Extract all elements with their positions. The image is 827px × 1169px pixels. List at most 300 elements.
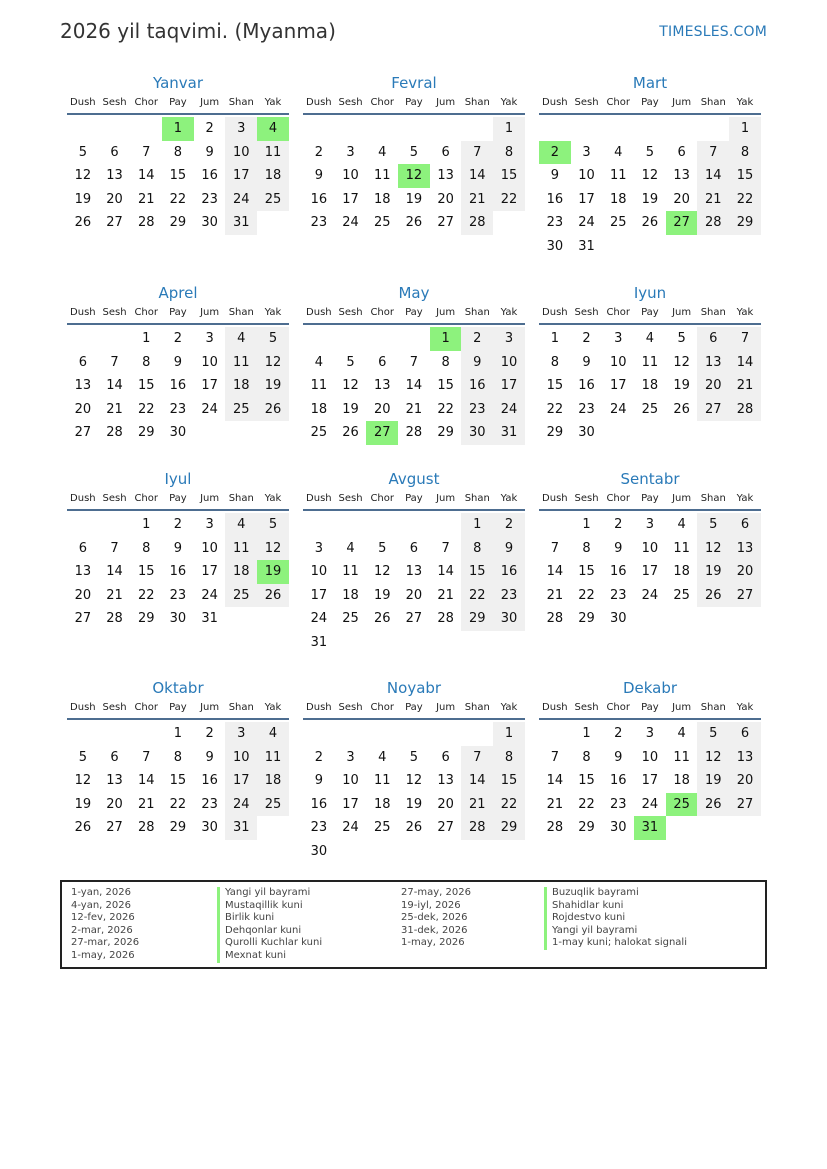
day-cell: 4 [346,540,355,556]
day-cell: 26 [641,215,659,231]
weekday-label: Chor [370,307,394,318]
day-cell: 4 [225,513,257,537]
day-cell: 31 [225,211,257,235]
day-cell: 20 [74,587,92,603]
day-cell: 19 [673,378,690,394]
month-title: Noyabr [386,679,442,697]
day-cell: 23 [546,215,564,231]
day-cell: 23 [578,401,595,417]
day-cell: 27 [437,820,454,836]
day-cell: 28 [546,820,564,836]
empty-cell [303,327,335,351]
day-cell: 28 [546,611,564,627]
day-cell: 22 [461,584,493,608]
day-cell: 8 [582,749,591,765]
day-cell: 15 [546,378,564,394]
day-cell: 14 [697,164,729,188]
day-cell: 26 [697,793,729,817]
empty-cell [430,513,462,537]
weekday-header [303,699,525,720]
day-cell: 6 [409,540,419,556]
day-cell: 23 [201,796,218,812]
month-yanvar [67,72,289,235]
day-grid [67,513,289,631]
day-cell: 25 [257,793,289,817]
day-cell: 27 [405,611,423,627]
day-cell: 16 [310,191,328,207]
day-grid [303,513,525,655]
day-cell: 17 [225,769,257,793]
day-cell: 6 [729,513,761,537]
weekday-label: Shan [464,97,490,108]
weekday-label: Dush [70,307,96,318]
day-cell: 2 [205,121,214,136]
weekday-header [539,699,761,720]
weekday-header [539,94,761,115]
empty-cell [461,722,493,746]
day-cell: 5 [78,749,87,765]
day-cell: 6 [729,722,761,746]
day-cell: 10 [342,773,359,789]
day-cell: 23 [169,401,187,417]
day-cell: 29 [493,816,525,840]
day-cell: 12 [697,537,729,561]
weekday-label: Pay [405,307,423,318]
legend-date: 4-yan, 2026 [71,899,131,911]
day-cell: 7 [142,144,151,160]
day-cell: 18 [257,164,289,188]
day-cell: 17 [201,378,218,394]
day-cell: 21 [405,401,423,417]
day-cell: 8 [173,749,183,765]
day-cell: 5 [257,327,289,351]
day-cell: 18 [373,191,391,207]
day-cell: 16 [201,773,218,789]
day-cell: 26 [257,398,289,422]
day-cell: 22 [578,796,595,812]
weekday-label: Yak [736,307,754,318]
empty-cell [303,513,335,537]
weekday-header [67,699,289,720]
day-cell: 29 [137,425,155,441]
weekday-label: Sesh [574,97,599,108]
day-cell: 11 [373,168,391,184]
month-iyun [539,282,761,445]
month-iyul [67,468,289,631]
day-cell: 29 [169,215,187,231]
day-cell: 17 [609,378,627,394]
weekday-label: Yak [264,702,282,713]
day-cell: 21 [546,587,564,603]
day-cell: 26 [405,820,423,836]
day-cell: 4 [225,327,257,351]
day-cell: 11 [225,351,257,375]
day-grid [539,327,761,445]
weekday-label: Chor [606,493,630,504]
weekday-label: Sesh [574,493,599,504]
day-cell: 10 [342,168,359,184]
weekday-label: Jum [672,493,692,504]
weekday-label: Yak [264,493,282,504]
day-cell: 2 [461,327,493,351]
day-cell: 4 [257,722,289,746]
day-cell: 21 [137,191,155,207]
weekday-label: Yak [736,493,754,504]
weekday-label: Dush [306,307,332,318]
weekday-label: Pay [641,493,659,504]
weekday-label: Sesh [102,702,127,713]
month-aprel [67,282,289,445]
day-cell: 25 [609,215,627,231]
day-cell: 3 [346,144,355,160]
day-cell: 10 [641,540,659,556]
day-cell: 12 [697,746,729,770]
day-cell: 20 [729,769,761,793]
weekday-label: Yak [736,97,754,108]
day-cell: 19 [342,401,359,417]
day-cell: 2 [493,513,525,537]
day-cell: 27 [106,820,123,836]
day-cell: 6 [110,749,119,765]
weekday-label: Pay [405,702,423,713]
page-title: 2026 yil taqvimi. (Myanma) [60,19,336,43]
day-cell: 28 [137,215,155,231]
legend-holiday-name: Yangi yil bayrami [217,887,322,900]
day-cell: 28 [405,425,423,441]
weekday-label: Chor [370,493,394,504]
day-cell: 13 [74,378,92,394]
empty-cell [398,722,430,746]
day-cell: 10 [225,141,257,165]
day-cell: 1 [582,726,591,741]
day-cell: 15 [493,164,525,188]
day-cell: 20 [437,796,454,812]
day-cell: 6 [110,144,119,160]
weekday-label: Yak [264,97,282,108]
weekday-label: Chor [134,493,158,504]
day-cell: 8 [142,540,151,556]
day-cell: 12 [641,168,659,184]
day-cell: 15 [729,164,761,188]
weekday-label: Sesh [102,97,127,108]
day-cell: 13 [697,351,729,375]
day-cell: 24 [342,215,359,231]
day-cell: 3 [205,331,214,346]
day-cell: 25 [225,398,257,422]
day-cell: 9 [493,537,525,561]
day-cell: 7 [409,354,419,370]
day-cell: 27 [74,425,92,441]
day-cell: 11 [310,378,328,394]
empty-cell [366,513,398,537]
legend-date: 27-mar, 2026 [71,937,140,949]
day-cell: 23 [310,215,328,231]
day-cell: 30 [310,843,328,859]
day-cell: 10 [201,354,218,370]
day-cell: 28 [461,816,493,840]
day-cell: 25 [373,215,391,231]
legend-holiday-name: Buzuqlik bayrami [544,887,687,900]
holiday-legend [60,880,767,969]
empty-cell [99,722,131,746]
day-cell: 26 [74,820,92,836]
empty-cell [366,117,398,141]
holiday-day-cell: 1 [162,117,194,141]
day-cell: 27 [106,215,123,231]
day-cell: 20 [673,191,690,207]
day-cell: 26 [257,584,289,608]
day-cell: 13 [437,773,454,789]
day-cell: 14 [546,564,564,580]
weekday-label: Jum [672,97,692,108]
day-cell: 21 [729,374,761,398]
weekday-label: Shan [228,702,254,713]
empty-cell [335,327,367,351]
day-cell: 10 [310,564,328,580]
day-cell: 31 [310,634,328,650]
legend-holiday-name: Rojdestvo kuni [544,912,687,925]
day-cell: 12 [74,168,92,184]
weekday-label: Dush [542,493,568,504]
day-cell: 21 [546,796,564,812]
weekday-label: Jum [436,97,456,108]
day-cell: 21 [461,793,493,817]
empty-cell [461,117,493,141]
month-noyabr [303,677,525,864]
weekday-label: Shan [464,702,490,713]
day-cell: 14 [729,351,761,375]
day-cell: 7 [110,354,119,370]
empty-cell [335,117,367,141]
day-cell: 10 [493,351,525,375]
day-cell: 16 [609,773,627,789]
legend-date: 27-may, 2026 [401,887,471,898]
empty-cell [666,117,698,141]
empty-cell [602,117,634,141]
day-cell: 23 [461,398,493,422]
day-cell: 21 [137,796,155,812]
legend-names-right [544,887,687,950]
weekday-header [67,490,289,511]
day-cell: 5 [257,513,289,537]
legend-date: 31-dek, 2026 [401,924,468,936]
empty-cell [430,722,462,746]
day-cell: 17 [225,164,257,188]
weekday-label: Shan [700,97,726,108]
day-cell: 10 [225,746,257,770]
day-cell: 17 [641,564,659,580]
legend-holiday-name: Mexnat kuni [217,950,322,963]
day-cell: 28 [106,425,123,441]
day-grid [303,117,525,235]
day-cell: 2 [614,726,623,741]
weekday-label: Pay [405,97,423,108]
day-cell: 4 [314,354,323,370]
empty-cell [335,722,367,746]
day-cell: 18 [310,401,328,417]
empty-cell [571,117,603,141]
day-cell: 22 [169,191,187,207]
empty-cell [99,117,131,141]
day-cell: 21 [461,188,493,212]
month-title: Avgust [388,470,440,488]
month-title: Aprel [158,284,198,302]
day-cell: 11 [225,537,257,561]
day-cell: 28 [437,611,454,627]
day-cell: 22 [169,796,187,812]
day-cell: 20 [437,191,454,207]
day-cell: 26 [673,401,690,417]
weekday-label: Chor [606,97,630,108]
day-cell: 16 [201,168,218,184]
day-cell: 28 [137,820,155,836]
holiday-day-cell: 2 [539,141,571,165]
day-cell: 4 [614,144,623,160]
day-cell: 28 [697,211,729,235]
day-cell: 9 [173,540,183,556]
weekday-label: Jum [436,307,456,318]
day-cell: 24 [201,401,218,417]
day-cell: 7 [461,141,493,165]
day-cell: 25 [342,611,359,627]
day-cell: 25 [225,584,257,608]
day-cell: 20 [729,560,761,584]
day-cell: 31 [225,816,257,840]
day-cell: 24 [493,398,525,422]
day-cell: 3 [645,726,655,741]
day-cell: 9 [314,168,323,184]
weekday-header [303,304,525,325]
month-dekabr [539,677,761,840]
day-cell: 2 [173,517,183,532]
weekday-label: Jum [200,702,220,713]
day-cell: 20 [106,796,123,812]
day-cell: 3 [314,540,323,556]
legend-date: 1-may, 2026 [71,949,135,961]
day-cell: 1 [461,513,493,537]
legend-date: 19-iyl, 2026 [401,899,461,911]
day-cell: 13 [373,378,391,394]
day-cell: 9 [614,749,623,765]
weekday-header [67,94,289,115]
day-cell: 5 [346,354,355,370]
day-cell: 17 [310,587,328,603]
day-cell: 19 [405,796,423,812]
month-title: May [398,284,430,302]
day-cell: 20 [405,587,423,603]
day-grid [303,327,525,445]
day-cell: 24 [641,796,659,812]
day-cell: 14 [106,564,123,580]
weekday-label: Pay [641,97,659,108]
day-cell: 23 [310,820,328,836]
day-cell: 3 [346,749,355,765]
empty-cell [99,513,131,537]
weekday-label: Shan [700,702,726,713]
day-cell: 19 [405,191,423,207]
day-cell: 4 [378,144,387,160]
day-cell: 7 [110,540,119,556]
day-cell: 6 [441,749,450,765]
weekday-label: Yak [736,702,754,713]
empty-cell [130,722,162,746]
empty-cell [398,117,430,141]
weekday-label: Dush [70,702,96,713]
day-cell: 4 [677,726,686,741]
day-cell: 22 [137,587,155,603]
day-cell: 15 [578,564,595,580]
weekday-label: Jum [200,307,220,318]
weekday-header [539,490,761,511]
day-cell: 3 [582,144,591,160]
weekday-label: Chor [134,307,158,318]
weekday-label: Sesh [102,493,127,504]
day-cell: 18 [225,374,257,398]
month-title: Iyul [164,470,192,488]
weekday-label: Dush [542,307,568,318]
day-cell: 27 [697,398,729,422]
day-cell: 25 [373,820,391,836]
day-cell: 15 [461,560,493,584]
weekday-label: Sesh [338,702,363,713]
weekday-header [67,304,289,325]
day-cell: 22 [493,188,525,212]
month-title: Mart [632,74,668,92]
day-grid [303,722,525,864]
day-cell: 17 [493,374,525,398]
day-cell: 19 [697,560,729,584]
day-cell: 23 [609,587,627,603]
day-cell: 2 [582,331,591,346]
weekday-label: Yak [500,307,518,318]
weekday-label: Sesh [338,97,363,108]
day-cell: 14 [546,773,564,789]
day-cell: 22 [578,587,595,603]
day-cell: 12 [74,773,92,789]
day-cell: 27 [437,215,454,231]
day-cell: 11 [673,749,690,765]
site-link[interactable]: TIMESLES.COM [659,24,767,40]
day-grid [539,513,761,631]
empty-cell [67,513,99,537]
day-cell: 16 [169,564,187,580]
empty-cell [539,722,571,746]
weekday-label: Shan [464,493,490,504]
day-cell: 23 [169,587,187,603]
legend-dates-right [401,887,471,950]
day-cell: 15 [437,378,454,394]
empty-cell [303,722,335,746]
day-cell: 19 [257,374,289,398]
day-cell: 8 [142,354,151,370]
weekday-label: Yak [500,702,518,713]
day-cell: 27 [729,793,761,817]
day-cell: 8 [493,746,525,770]
day-cell: 29 [546,425,564,441]
weekday-label: Chor [606,702,630,713]
day-cell: 17 [641,773,659,789]
weekday-label: Chor [134,97,158,108]
day-cell: 23 [493,584,525,608]
month-sentabr [539,468,761,631]
empty-cell [634,117,666,141]
day-cell: 21 [106,587,123,603]
month-title: Oktabr [152,679,204,697]
day-cell: 17 [578,191,595,207]
weekday-label: Shan [228,307,254,318]
day-cell: 17 [342,191,359,207]
day-cell: 28 [106,611,123,627]
